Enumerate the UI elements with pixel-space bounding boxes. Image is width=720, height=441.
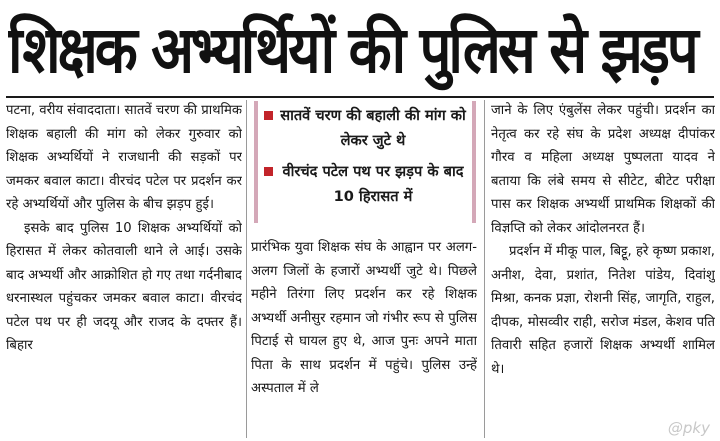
column-3-paragraph-1: जाने के लिए एंबुलेंस लेकर पहुंची। प्रदर्शन का नेतृत्व कर रहे संघ के प्रदेश अध्यक्ष दीपांकर गौरव व महिला अध्यक्ष पुष्पलता यादव ने बताया कि लंबे समय से सीटेट, बीटेट परीक्षा पास कर शिक्षक अभ्यर्थी प्राथमिक शिक्षकों की विज्ञप्ति को लेकर आंदोलनरत हैं। xyxy=(491,103,715,236)
headline-rule xyxy=(6,96,714,98)
highlight-text-1: सातवें चरण की बहाली की मांग को लेकर जुटे थे xyxy=(280,107,466,149)
column-divider-2 xyxy=(484,100,485,438)
highlight-item-2 xyxy=(264,159,466,209)
highlight-box xyxy=(254,101,476,223)
column-3-paragraph-2: प्रदर्शन में मीकू पाल, बिट्टू, हरे कृष्ण प्रकाश, अनीश, देवा, प्रशांत, नितेश पांडेय, दिवांशु मिश्रा, कनक प्रज्ञा, रोशनी सिंह, जागृति, राहुल, दीपक, मोसव्वीर राही, सरोज मंडल, केशव पति तिवारी सहित हजारों शिक्षक अभ्यर्थी शामिल थे। xyxy=(491,244,715,377)
column-1-paragraph-1: पटना, वरीय संवाददाता। सातवें चरण की प्राथमिक शिक्षक बहाली की मांग को लेकर गुरुवार को शिक्षक अभ्यर्थियों ने राजधानी की सड़कों पर जमकर बवाल काटा। वीरचंद पटेल पर प्रदर्शन कर रहे अभ्यर्थियों और पुलिस के बीच झड़प हुई। xyxy=(6,103,242,212)
article-column-1 xyxy=(6,99,242,439)
headline: शिक्षक अभ्यर्थियों की पुलिस से झड़प xyxy=(8,13,696,88)
column-divider-1 xyxy=(246,100,247,438)
red-square-bullet-icon xyxy=(264,111,273,120)
article-column-2 xyxy=(251,236,477,436)
highlight-item-1 xyxy=(264,103,466,153)
column-2-paragraph-1: प्रारंभिक युवा शिक्षक संघ के आह्वान पर अलग-अलग जिलों के हजारों अभ्यर्थी जुटे थे। पिछले महीने तिरंगा लिए प्रदर्शन कर रहे शिक्षक अभ्यर्थी अनीसुर रहमान जो गंभीर रूप से पुलिस पिटाई से घायल हुए थे, आज पुनः अपने माता पिता के साथ प्रदर्शन में पहुंचे। पुलिस उन्हें अस्पताल में ले xyxy=(251,240,477,396)
article-column-3 xyxy=(491,99,715,439)
red-square-bullet-icon xyxy=(264,167,273,176)
column-1-paragraph-2: इसके बाद पुलिस 10 शिक्षक अभ्यर्थियों को हिरासत में लेकर कोतवाली थाने ले आई। उसके बाद अभ्यर्थी और आक्रोशित हो गए तथा गर्दनीबाद धरनास्थल पहुंचकर जमकर बवाल काटा। वीरचंद पटेल पथ पर ही जदयू और राजद के दफ्तर हैं। बिहार xyxy=(6,220,242,353)
watermark: @pky xyxy=(667,419,710,437)
highlight-text-2: वीरचंद पटेल पथ पर झड़प के बाद 10 हिरासत में xyxy=(282,163,464,205)
